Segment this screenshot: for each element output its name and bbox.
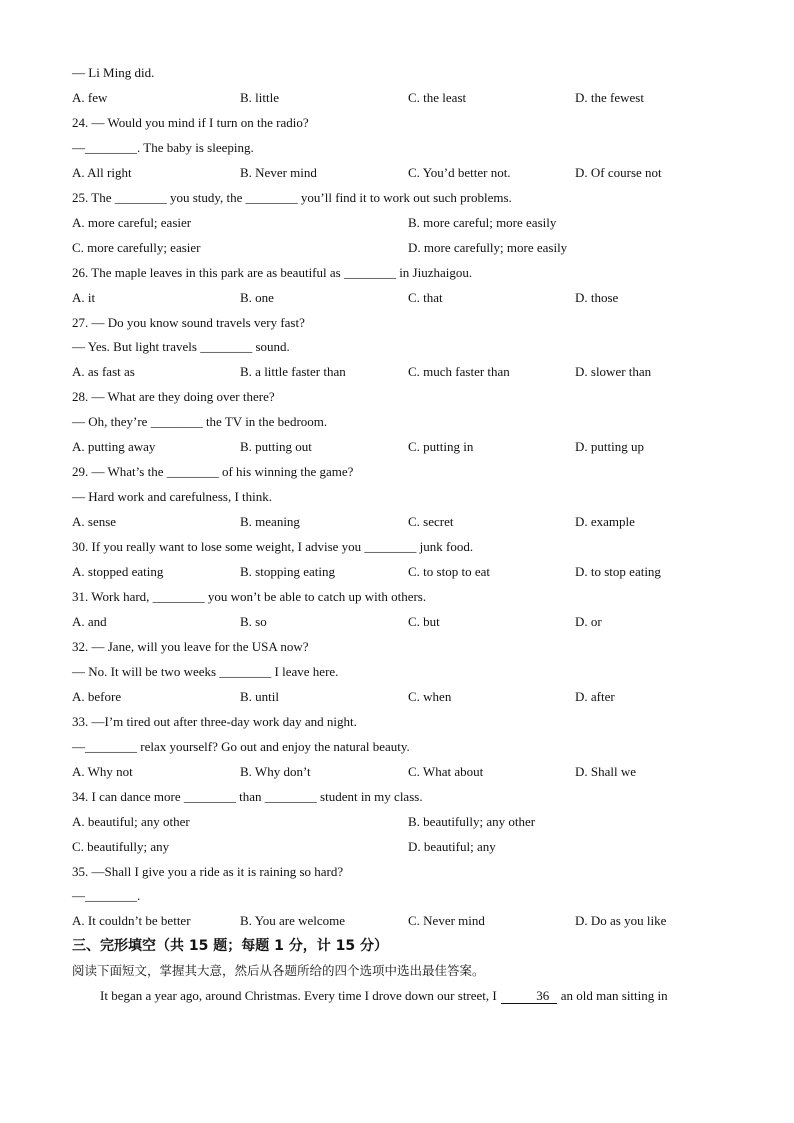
answer-options-row bbox=[72, 86, 722, 111]
answer-option: A. it bbox=[72, 289, 96, 305]
answer-option: A. few bbox=[72, 89, 108, 105]
answer-option: B. so bbox=[240, 613, 267, 629]
answer-option: D. those bbox=[575, 289, 619, 305]
answer-options-row bbox=[72, 760, 722, 785]
question-list bbox=[72, 61, 722, 984]
answer-options-row bbox=[72, 560, 722, 585]
cloze-passage-first-line bbox=[72, 984, 722, 1009]
answer-option: B. meaning bbox=[240, 514, 300, 530]
answer-option: B. stopping eating bbox=[240, 564, 335, 580]
answer-option: B. putting out bbox=[240, 439, 312, 455]
question-text: 24. — Would you mind if I turn on the radio? bbox=[72, 114, 309, 130]
answer-option: B. more careful; more easily bbox=[408, 214, 557, 230]
answer-option: A. stopped eating bbox=[72, 564, 164, 580]
section-title: 三、完形填空（共 15 题；每题 1 分，计 15 分） bbox=[72, 938, 388, 955]
answer-options-row bbox=[72, 236, 722, 261]
answer-option: B. little bbox=[240, 89, 279, 105]
answer-options-row bbox=[72, 286, 722, 311]
answer-option: D. to stop eating bbox=[575, 564, 661, 580]
answer-option: C. much faster than bbox=[408, 364, 510, 380]
question-text: 27. — Do you know sound travels very fast? bbox=[72, 314, 305, 330]
answer-option: A. beautiful; any other bbox=[72, 813, 190, 829]
answer-option: B. a little faster than bbox=[240, 364, 346, 380]
answer-option: B. You are welcome bbox=[240, 913, 346, 929]
answer-option: C. putting in bbox=[408, 439, 474, 455]
answer-option: A. It couldn’t be better bbox=[72, 913, 191, 929]
answer-option: D. Do as you like bbox=[575, 913, 667, 929]
answer-option: D. more carefully; more easily bbox=[408, 239, 568, 255]
passage-text-before: It began a year ago, around Christmas. Every time I drove down our street, I bbox=[100, 988, 497, 1004]
answer-option: B. beautifully; any other bbox=[408, 813, 536, 829]
question-text: 31. Work hard, ________ you won’t be able to catch up with others. bbox=[72, 589, 427, 605]
answer-options-row bbox=[72, 211, 722, 236]
question-text: — No. It will be two weeks ________ I leave here. bbox=[72, 663, 339, 679]
answer-option: B. one bbox=[240, 289, 274, 305]
answer-options-row bbox=[72, 161, 722, 186]
answer-options-row bbox=[72, 810, 722, 835]
answer-option: A. sense bbox=[72, 514, 117, 530]
question-text: —________ relax yourself? Go out and enjoy the natural beauty. bbox=[72, 738, 410, 754]
question-text: — Hard work and carefulness, I think. bbox=[72, 489, 272, 505]
answer-option: C. the least bbox=[408, 89, 467, 105]
answer-option: D. putting up bbox=[575, 439, 644, 455]
passage-text-after: an old man sitting in bbox=[560, 988, 668, 1004]
answer-option: C. to stop to eat bbox=[408, 564, 490, 580]
answer-option: D. slower than bbox=[575, 364, 652, 380]
answer-option: B. Never mind bbox=[240, 164, 317, 180]
blank-36: 36 bbox=[501, 989, 557, 1004]
answer-options-row bbox=[72, 435, 722, 460]
answer-option: D. or bbox=[575, 613, 602, 629]
answer-option: C. Never mind bbox=[408, 913, 485, 929]
question-text: 34. I can dance more ________ than ________ student in my class. bbox=[72, 788, 423, 804]
answer-options-row bbox=[72, 610, 722, 635]
answer-option: A. putting away bbox=[72, 439, 156, 455]
question-text: 33. —I’m tired out after three-day work day and night. bbox=[72, 713, 357, 729]
answer-options-row bbox=[72, 360, 722, 385]
question-text: 28. — What are they doing over there? bbox=[72, 389, 275, 405]
exam-page bbox=[72, 61, 722, 1009]
answer-options-row bbox=[72, 510, 722, 535]
answer-option: A. more careful; easier bbox=[72, 214, 192, 230]
answer-option: B. until bbox=[240, 688, 280, 704]
question-text: 26. The maple leaves in this park are as beautiful as ________ in Jiuzhaigou. bbox=[72, 264, 473, 280]
answer-option: A. Why not bbox=[72, 763, 133, 779]
question-text: — Yes. But light travels ________ sound. bbox=[72, 339, 290, 355]
answer-option: D. example bbox=[575, 514, 635, 530]
answer-option: B. Why don’t bbox=[240, 763, 311, 779]
answer-option: C. beautifully; any bbox=[72, 838, 170, 854]
question-text: — Li Ming did. bbox=[72, 65, 155, 80]
answer-option: C. when bbox=[408, 688, 452, 704]
question-text: 32. — Jane, will you leave for the USA now? bbox=[72, 638, 309, 654]
answer-options-row bbox=[72, 909, 722, 934]
answer-option: D. the fewest bbox=[575, 89, 644, 105]
answer-options-row bbox=[72, 685, 722, 710]
answer-option: A. and bbox=[72, 613, 107, 629]
question-text: —________. bbox=[72, 888, 141, 904]
question-text: 25. The ________ you study, the ________ you’ll find it to work out such problems. bbox=[72, 189, 512, 205]
answer-option: A. All right bbox=[72, 164, 132, 180]
question-text: — Oh, they’re ________ the TV in the bedroom. bbox=[72, 414, 328, 430]
answer-option: A. before bbox=[72, 688, 122, 704]
section-instructions: 阅读下面短文，掌握其大意，然后从各题所给的四个选项中选出最佳答案。 bbox=[72, 963, 485, 979]
answer-option: A. as fast as bbox=[72, 364, 135, 380]
answer-option: C. but bbox=[408, 613, 440, 629]
answer-option: C. that bbox=[408, 289, 443, 305]
answer-option: D. Shall we bbox=[575, 763, 637, 779]
answer-option: D. Of course not bbox=[575, 164, 662, 180]
question-text: 30. If you really want to lose some weight, I advise you ________ junk food. bbox=[72, 539, 474, 555]
question-text: 29. — What’s the ________ of his winning the game? bbox=[72, 464, 354, 480]
answer-options-row bbox=[72, 835, 722, 860]
answer-option: C. What about bbox=[408, 763, 484, 779]
answer-option: D. beautiful; any bbox=[408, 838, 496, 854]
answer-option: D. after bbox=[575, 688, 615, 704]
question-text: 35. —Shall I give you a ride as it is raining so hard? bbox=[72, 863, 344, 879]
answer-option: C. You’d better not. bbox=[408, 164, 511, 180]
answer-option: C. more carefully; easier bbox=[72, 239, 201, 255]
answer-option: C. secret bbox=[408, 514, 454, 530]
question-text: —________. The baby is sleeping. bbox=[72, 139, 254, 155]
